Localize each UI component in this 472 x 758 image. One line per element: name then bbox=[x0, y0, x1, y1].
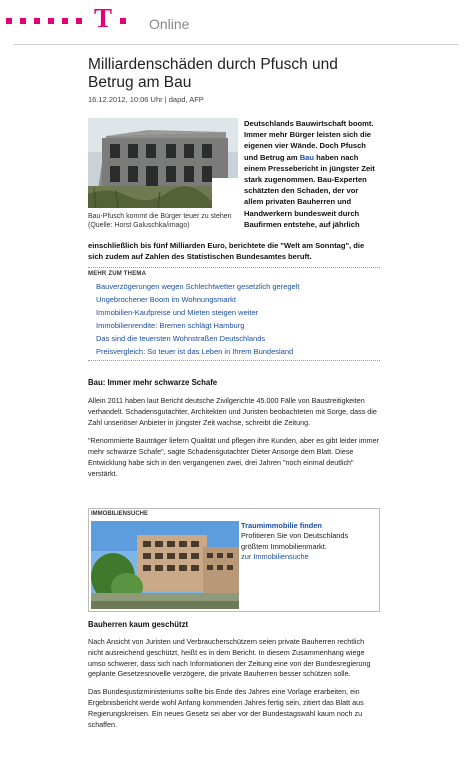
lead-text-right bbox=[244, 118, 380, 230]
construction-photo bbox=[88, 118, 238, 208]
lead-line: Immer mehr Bürger leisten sich die bbox=[244, 130, 372, 140]
paragraph: "Renommierte Bauträger liefern Qualität und pflegen ihre Kunden, aber es gibt leider immer mehr schwarze Schafe", sagte Schadensgutachter Dieter Ansorge dem Blatt. Diese Entwicklung habe sich in den vergangenen zwei, drei Jahren "noch einmal deutlich" verstärkt. bbox=[88, 436, 380, 478]
article-header bbox=[88, 56, 380, 104]
lead-line: Deutschlands Bauwirtschaft boomt. bbox=[244, 119, 374, 128]
lead-line: Baufirmen entstehe, auf jährlich bbox=[244, 219, 360, 229]
section-heading: Bau: Immer mehr schwarze Schafe bbox=[88, 378, 218, 387]
related-link[interactable]: Immobilien-Kaufpreise und Mieten steigen weiter bbox=[96, 308, 259, 317]
section-heading: Bauherren kaum geschützt bbox=[88, 620, 189, 629]
related-link[interactable]: Ungebrochener Boom im Wohnungsmarkt bbox=[96, 295, 236, 304]
masthead bbox=[0, 0, 472, 52]
lead-fragment: haben nach bbox=[314, 152, 359, 162]
related-list bbox=[88, 280, 380, 358]
related-heading: MEHR ZUM THEMA bbox=[88, 271, 147, 277]
telekom-logo[interactable] bbox=[6, 3, 190, 33]
lead-text-tail: einschließlich bis fünf Milliarden Euro, berichtete die "Welt am Sonntag", die sich zudem auf Zahlen des Statistischen Bundesamtes beruft. bbox=[88, 241, 365, 262]
lead-fragment: und Betrug am bbox=[244, 152, 300, 162]
paragraph: Das Bundesjustizministeriums sollte bis Ende des Jahres eine Vorlage erarbeiten, ein Ergebnisbericht werde wohl Anfang kommenden Jahres fertig sein, zitiert das Blatt aus Regierungskreisen. Ein neues Gesetz sei aber vor der Bundestagswahl kaum noch zu schaffen. bbox=[88, 687, 364, 729]
real-estate-heading: IMMOBILIENSUCHE bbox=[91, 511, 148, 517]
related-link[interactable]: Immobilienrendite: Bremen schlägt Hamburg bbox=[96, 321, 245, 330]
photo-caption: Bau-Pfusch kommt die Bürger teuer zu stehen (Quelle: Horst Galuschka/imago) bbox=[88, 213, 232, 229]
header-divider bbox=[14, 44, 458, 45]
bau-link[interactable]: Bau bbox=[299, 152, 315, 162]
lead-line: Handwerkern bundesweit durch bbox=[244, 208, 360, 218]
divider bbox=[88, 267, 380, 268]
lead-line: stark zugenommen. Bau-Experten bbox=[244, 175, 367, 185]
lead-line: allem privaten Bauherren und bbox=[244, 197, 352, 207]
section-schwarze-schafe bbox=[88, 378, 380, 480]
lead-line: einem Pressebericht in jüngster Zeit bbox=[244, 163, 375, 173]
lead-line: eigenen vier Wände. Doch Pfusch bbox=[244, 141, 366, 151]
article-meta: 16.12.2012, 10:06 Uhr | dapd, AFP bbox=[88, 95, 204, 104]
real-estate-title-link[interactable]: Traumimmobilie finden bbox=[241, 521, 322, 530]
article-title: Milliardenschäden durch Pfusch und Betrug am Bau bbox=[88, 56, 338, 91]
apartment-buildings-photo[interactable] bbox=[91, 521, 239, 609]
paragraph: Nach Ansicht von Juristen und Verbraucherschützern seien private Bauherren rechtlich nicht ausreichend geschützt, heißt es in dem Bericht. In diesem Zusammenhang wiege umso schwerer, dass sich nach Informationen der Zeitung eine von der Bundesregierung geplante Gesetzesnovelle verzögere, die private Bauherren besser schützen solle. bbox=[88, 637, 371, 679]
real-estate-search-box bbox=[88, 508, 380, 612]
logo-letter: T bbox=[94, 3, 113, 33]
divider bbox=[88, 360, 380, 361]
lead-line bbox=[244, 152, 380, 163]
real-estate-search-link[interactable]: zur Immobiliensuche bbox=[241, 552, 309, 562]
related-link[interactable]: Preisvergleich: So teuer ist das Leben in Ihrem Bundesland bbox=[96, 347, 294, 356]
brand-name: Online bbox=[149, 16, 190, 32]
related-articles bbox=[88, 267, 380, 361]
real-estate-description: Profitieren Sie von Deutschlands größtem Immobilienmarkt. bbox=[241, 531, 349, 551]
real-estate-promo bbox=[241, 521, 377, 563]
related-link[interactable]: Bauverzögerungen wegen Schlechtwetter gesetzlich geregelt bbox=[96, 282, 300, 291]
paragraph: Allein 2011 haben laut Bericht deutsche Zivilgerichte 45.000 Fälle von Baustreitigkeiten verhandelt. Schadensgutachter, Architekten und Juristen beobachteten mit Sorge, dass die Zahl unseriöser Anbieter in jüngster Zeit wachse, schreibt die Zeitung. bbox=[88, 396, 377, 427]
lead-line: schätzten den Schaden, der vor bbox=[244, 186, 359, 196]
section-bauherren bbox=[88, 620, 380, 730]
related-link[interactable]: Das sind die teuersten Wohnstraßen Deutschlands bbox=[96, 334, 266, 343]
